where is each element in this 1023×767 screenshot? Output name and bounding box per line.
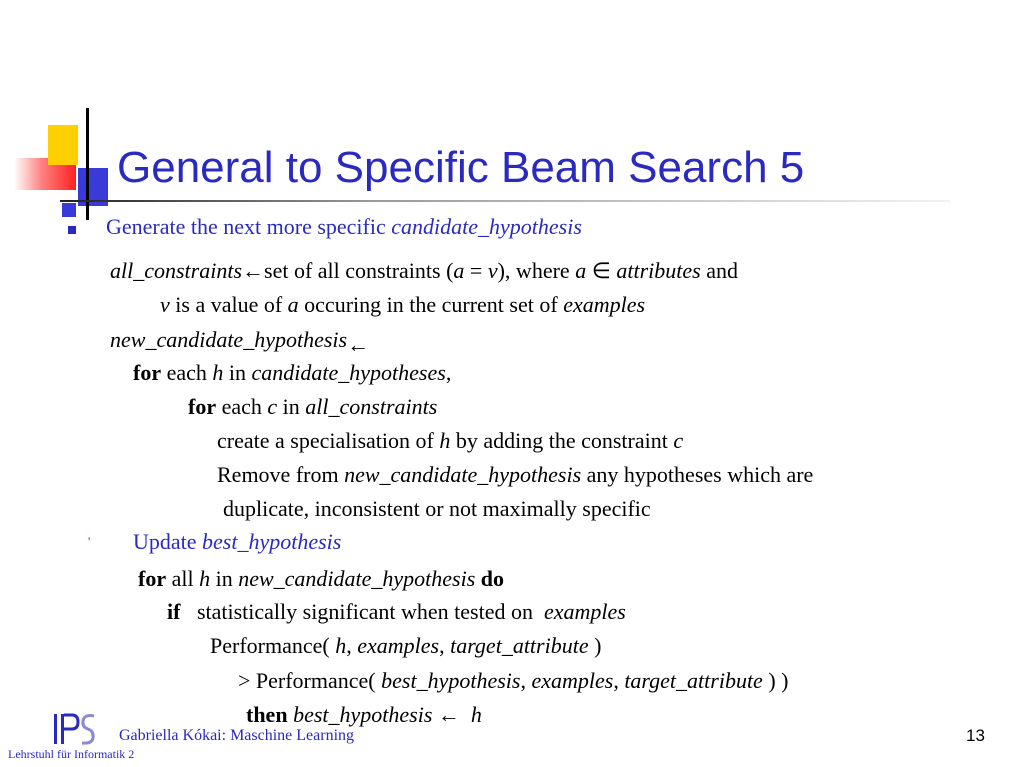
slide-title: General to Specific Beam Search 5 (117, 143, 805, 192)
line-value-desc: v is a value of a occuring in the current set of examples (160, 292, 646, 317)
bullet-square-icon (68, 226, 76, 234)
line-all-constraints: all_constraints←set of all constraints (a = v), where a ∈ attributes and (110, 258, 738, 283)
line-new-candidate: new_candidate_hypothesis← (110, 327, 370, 357)
line-performance-best: > Performance( best_hypothesis, examples, target_attribute ) ) (238, 668, 789, 693)
title-underline (60, 200, 950, 202)
footer-chair: Lehrstuhl für Informatik 2 (8, 747, 135, 761)
bullet-update: Update best_hypothesis (133, 529, 342, 554)
line-for-each-h: for each h in candidate_hypotheses, (133, 360, 452, 385)
footer-author: Gabriella Kókai: Maschine Learning (119, 727, 355, 744)
decor-vertical-line (86, 108, 89, 220)
line-remove-from: Remove from new_candidate_hypothesis any hypotheses which are (217, 462, 814, 487)
line-for-all-h: for all h in new_candidate_hypothesis do (138, 566, 505, 591)
line-for-each-c: for each c in all_constraints (188, 394, 438, 419)
line-if-significant: if statistically significant when tested on examples (167, 599, 626, 624)
decor-blue-small-square (62, 203, 76, 217)
bullet-tick: ' (88, 534, 91, 548)
line-duplicate: duplicate, inconsistent or not maximally specific (223, 496, 651, 521)
bullet-generate: Generate the next more specific candidate_hypothesis (106, 214, 582, 239)
ips-logo-icon (52, 712, 96, 746)
line-performance-h: Performance( h, examples, target_attribute ) (210, 633, 602, 658)
page-number: 13 (966, 726, 985, 745)
line-then: then best_hypothesis ← h (246, 702, 482, 727)
line-create-specialisation: create a specialisation of h by adding the constraint c (217, 428, 684, 453)
decor-yellow-square (48, 125, 78, 165)
